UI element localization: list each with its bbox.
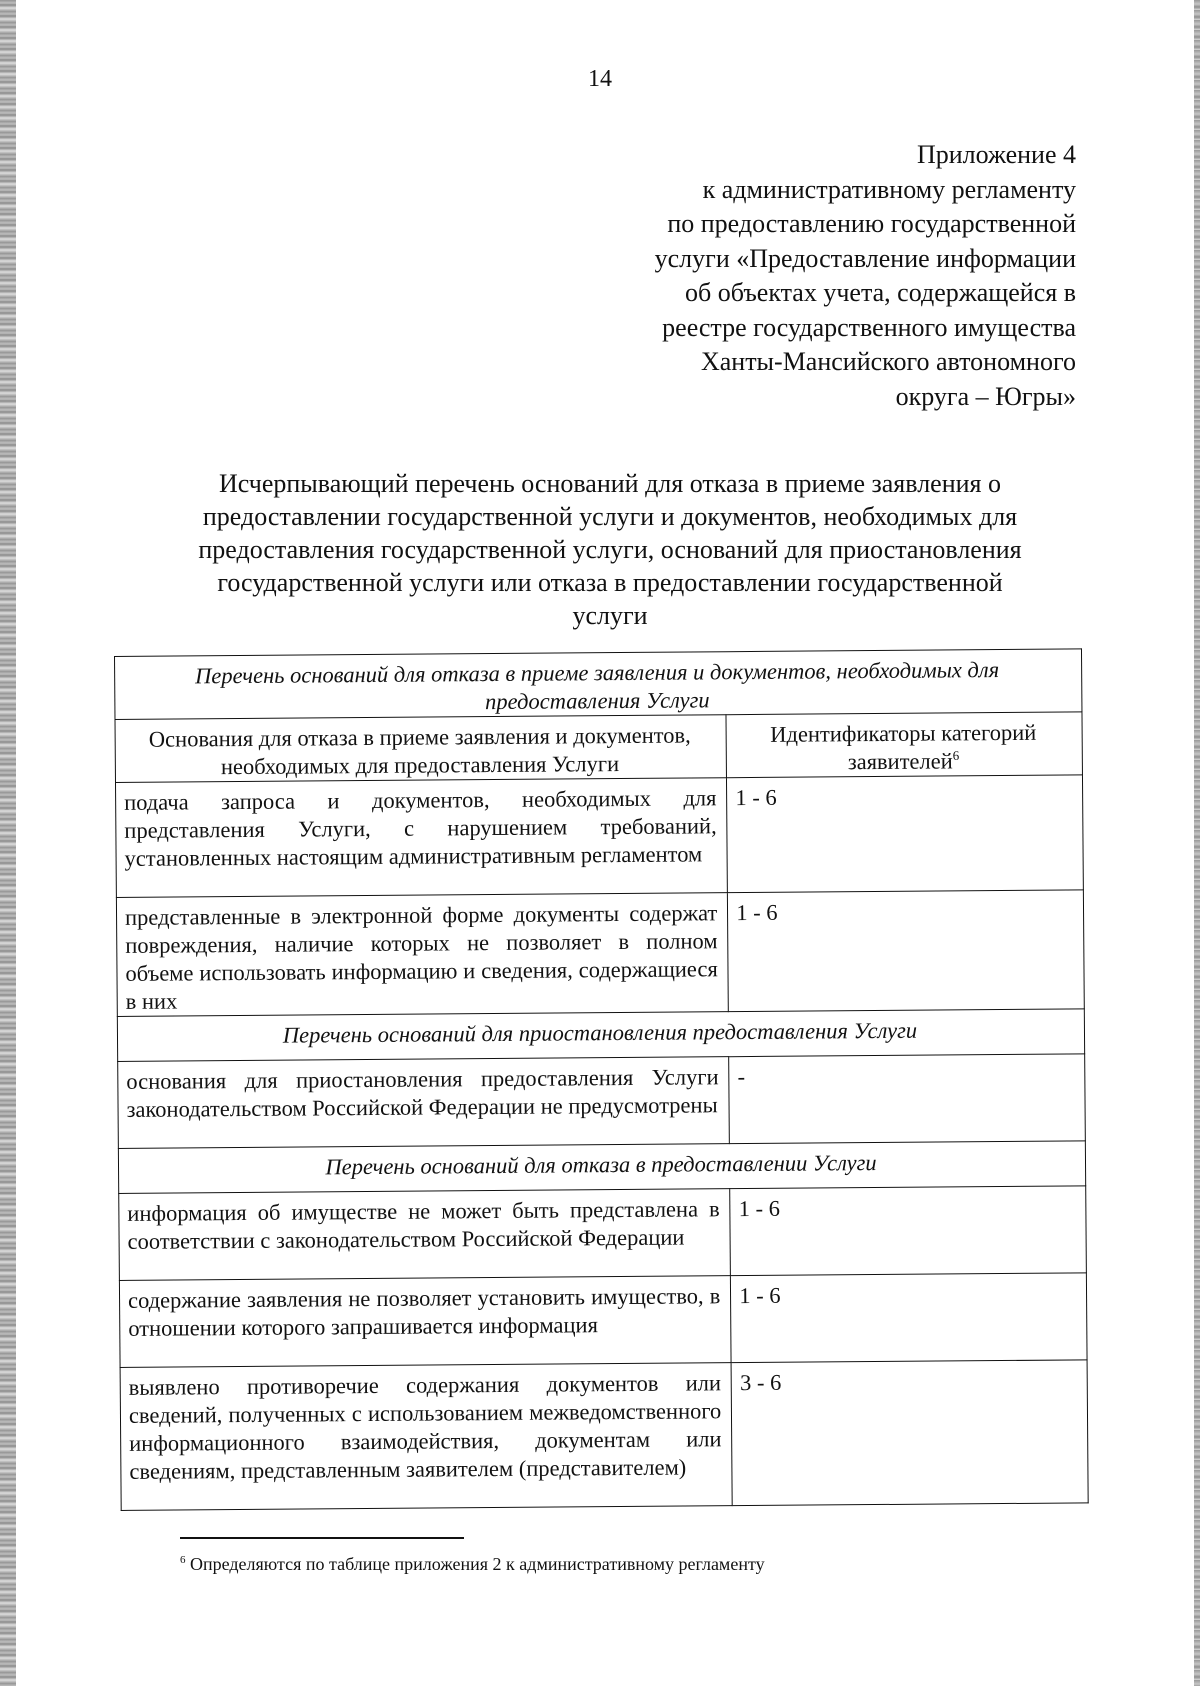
- section-header-row: [115, 649, 1082, 720]
- reason-cell: представленные в электронной форме документы содержат повреждения, наличие которых не позволяет в полном объеме использовать информацию и сведения, содержащиеся в них: [116, 893, 728, 1017]
- table-row: [120, 1360, 1088, 1511]
- reason-cell: содержание заявления не позволяет установить имущество, в отношении которого запрашивается информация: [119, 1276, 731, 1368]
- title-line: Исчерпывающий перечень оснований для отказа в приеме заявления о: [218, 469, 1001, 498]
- reason-cell: выявлено противоречие содержания документов или сведений, полученных с использованием межведомственного информационного взаимодействия, документам или сведениям, представленным заявителем (представителем): [120, 1363, 732, 1511]
- table-row: [116, 890, 1084, 1017]
- page-number: 14: [588, 66, 612, 92]
- title-line: предоставления государственной услуги, оснований для приостановления: [198, 535, 1022, 564]
- ident-cell: 1 - 6: [727, 775, 1084, 893]
- section-header-refusal-acceptance: Перечень оснований для отказа в приеме заявления и документов, необходимых для предоставления Услуги: [115, 649, 1082, 720]
- scan-edge-left: [0, 0, 16, 1686]
- section-header-refusal-service: Перечень оснований для отказа в предоставлении Услуги: [118, 1141, 1085, 1194]
- ident-cell: -: [729, 1054, 1085, 1144]
- section-header-suspension: Перечень оснований для приостановления предоставления Услуги: [117, 1009, 1084, 1062]
- appendix-line: к административному регламенту: [702, 174, 1076, 204]
- footnote: [180, 1554, 765, 1575]
- section-header-row: [117, 1009, 1084, 1062]
- column-header-reason: Основания для отказа в приеме заявления и документов, необходимых для предоставления Услуги: [115, 715, 727, 783]
- section-header-row: [118, 1141, 1085, 1194]
- ident-cell: 3 - 6: [731, 1360, 1088, 1506]
- footnote-ref-mark: 6: [952, 747, 960, 763]
- ident-cell: 1 - 6: [731, 1273, 1087, 1363]
- appendix-line: Ханты-Мансийского автономного: [700, 347, 1076, 376]
- reason-cell: подача запроса и документов, необходимых для представления Услуги, с нарушением требований, установленных настоящим административным регламентом: [115, 778, 727, 898]
- scan-edge-right: [1194, 0, 1200, 1686]
- table-row: [119, 1273, 1087, 1368]
- ident-cell: 1 - 6: [730, 1186, 1086, 1276]
- column-header-row: [115, 712, 1082, 783]
- title-line: предоставлении государственной услуги и документов, необходимых для: [202, 502, 1018, 531]
- appendix-reference: [516, 138, 1076, 414]
- appendix-line: округа – Югры»: [895, 381, 1076, 411]
- appendix-line: об объектах учета, содержащейся в: [685, 278, 1076, 307]
- appendix-line: услуги «Предоставление информации: [654, 243, 1076, 273]
- document-title: [150, 467, 1070, 632]
- table-row: [118, 1054, 1086, 1149]
- appendix-line: Приложение 4: [916, 140, 1076, 169]
- footnote-mark: 6: [180, 1554, 186, 1566]
- reason-cell: основания для приостановления предоставления Услуги законодательством Российской Федерации не предусмотрены: [118, 1057, 730, 1149]
- reason-cell: информация об имуществе не может быть представлена в соответствии с законодательством Российской Федерации: [119, 1189, 731, 1281]
- title-line: государственной услуги или отказа в предоставлении государственной: [217, 568, 1003, 597]
- grounds-table: [114, 648, 1089, 1511]
- appendix-line: по предоставлению государственной: [667, 209, 1076, 238]
- footnote-text: Определяются по таблице приложения 2 к административному регламенту: [190, 1554, 765, 1574]
- column-header-ident: [726, 712, 1082, 778]
- ident-cell: 1 - 6: [728, 890, 1085, 1012]
- table-row: [119, 1186, 1087, 1281]
- column-header-ident-text: Идентификаторы категорий заявителей: [770, 719, 1037, 775]
- table-row: [115, 775, 1083, 898]
- appendix-line: реестре государственного имущества: [662, 312, 1076, 342]
- title-line: услуги: [572, 601, 648, 630]
- footnote-separator: [180, 1537, 464, 1539]
